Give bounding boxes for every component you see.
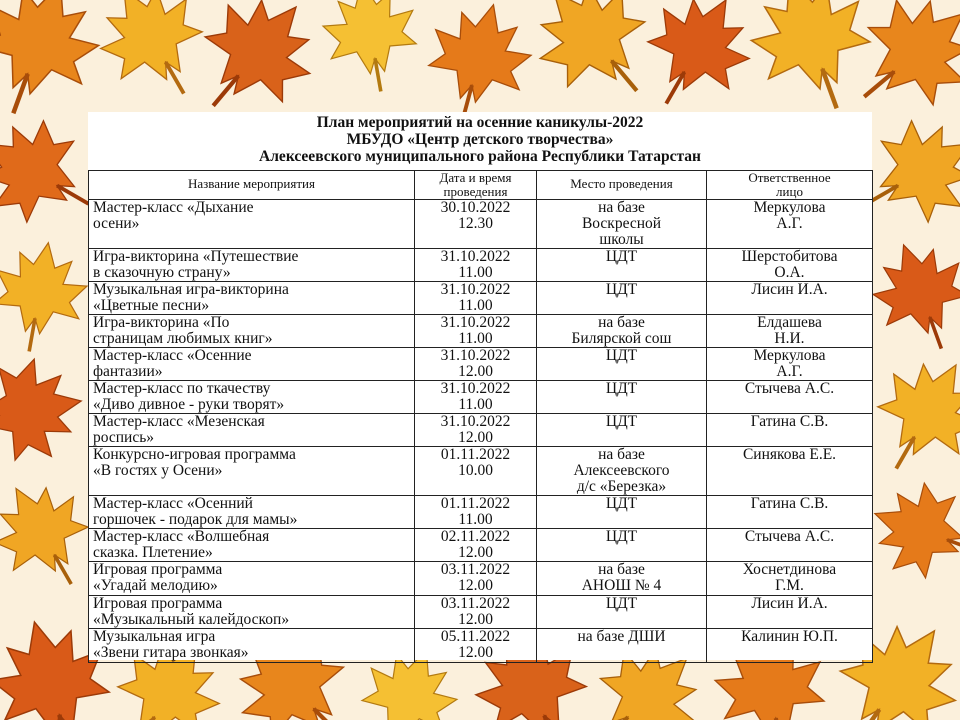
event-name-line: Музыкальная игра-викторина — [93, 281, 289, 298]
event-name-line: Конкурсно-игровая программа — [93, 446, 296, 463]
event-place-cell — [537, 562, 707, 596]
event-responsible-line: А.Г. — [776, 215, 803, 232]
header-place: Место проведения — [537, 171, 707, 200]
event-date-cell — [415, 282, 537, 315]
event-place-cell — [537, 414, 707, 447]
event-name-cell — [89, 496, 415, 529]
header-date: Дата и время проведения — [415, 171, 537, 200]
event-name-cell — [89, 315, 415, 348]
event-place-cell — [537, 447, 707, 496]
event-responsible-cell — [707, 496, 873, 529]
event-responsible-line: Гатина С.В. — [750, 413, 829, 430]
event-place-line: д/с «Березка» — [576, 478, 667, 495]
table-row — [89, 200, 873, 249]
event-date-line: 31.10.2022 — [440, 248, 511, 265]
event-responsible-cell — [707, 348, 873, 381]
event-place-line: ЦДТ — [605, 595, 638, 612]
header-responsible: Ответственное лицо — [707, 171, 873, 200]
event-place-line: школы — [599, 231, 644, 248]
event-place-cell — [537, 496, 707, 529]
table-row — [89, 282, 873, 315]
event-responsible-line: Елдашева — [757, 314, 822, 331]
event-place-cell — [537, 529, 707, 562]
event-date-line: 02.11.2022 — [440, 528, 511, 545]
event-name-cell — [89, 629, 415, 663]
table-row — [89, 562, 873, 596]
event-responsible-line: Хоснетдинова — [742, 561, 837, 578]
table-row — [89, 596, 873, 629]
event-date-cell — [415, 596, 537, 629]
event-name-line: «Цветные песни» — [93, 297, 210, 314]
event-responsible-line: Г.М. — [775, 577, 804, 594]
event-responsible-line: Шерстобитова — [741, 248, 838, 265]
event-date-cell — [415, 348, 537, 381]
event-responsible-cell — [707, 414, 873, 447]
event-responsible-cell — [707, 562, 873, 596]
event-name-line: Мастер-класс «Дыхание — [93, 199, 254, 216]
event-name-cell — [89, 200, 415, 249]
header-name: Название мероприятия — [89, 171, 415, 200]
document-title — [88, 112, 872, 169]
event-responsible-line: Синякова Е.Е. — [742, 446, 837, 463]
event-place-line: АНОШ № 4 — [581, 577, 662, 594]
event-place-line: на базе — [598, 314, 645, 331]
event-place-line: на базе — [598, 561, 645, 578]
event-name-line: Игра-викторина «По — [93, 314, 230, 331]
event-name-cell — [89, 562, 415, 596]
event-date-line: 05.11.2022 — [440, 628, 511, 645]
table-row — [89, 447, 873, 496]
event-responsible-line: Гатина С.В. — [750, 495, 829, 512]
event-date-cell — [415, 629, 537, 663]
event-date-cell — [415, 414, 537, 447]
event-place-line: на базе ДШИ — [577, 628, 666, 645]
event-date-cell — [415, 447, 537, 496]
title-line-3: Алексеевского муниципального района Республики Татарстан — [259, 148, 701, 165]
event-name-line: «Звени гитара звонкая» — [93, 644, 249, 661]
event-responsible-cell — [707, 596, 873, 629]
event-date-line: 31.10.2022 — [440, 314, 511, 331]
event-name-cell — [89, 529, 415, 562]
table-row — [89, 496, 873, 529]
event-responsible-line: Н.И. — [774, 330, 805, 347]
event-responsible-line: Стычева А.С. — [744, 528, 835, 545]
events-plan-sheet — [88, 112, 872, 660]
event-date-line: 31.10.2022 — [440, 281, 511, 298]
event-date-line: 10.00 — [458, 462, 493, 479]
event-date-line: 31.10.2022 — [440, 413, 511, 430]
event-name-cell — [89, 249, 415, 282]
event-name-line: Музыкальная игра — [93, 628, 216, 645]
event-place-line: ЦДТ — [605, 495, 638, 512]
event-place-cell — [537, 315, 707, 348]
event-responsible-cell — [707, 629, 873, 663]
event-responsible-line: Калинин Ю.П. — [741, 628, 838, 645]
event-name-line: Мастер-класс «Волшебная — [93, 528, 270, 545]
event-date-cell — [415, 496, 537, 529]
event-responsible-cell — [707, 529, 873, 562]
event-date-line: 12.00 — [458, 363, 493, 380]
event-date-line: 12.00 — [458, 577, 493, 594]
event-responsible-cell — [707, 200, 873, 249]
table-row — [89, 414, 873, 447]
event-date-line: 12.00 — [458, 544, 493, 561]
event-name-line: «Диво дивное - руки творят» — [93, 396, 285, 413]
event-responsible-line: Стычева А.С. — [744, 380, 835, 397]
event-name-line: Игровая программа — [93, 561, 223, 578]
event-date-cell — [415, 529, 537, 562]
event-date-cell — [415, 200, 537, 249]
event-name-line: «Угадай мелодию» — [93, 577, 218, 594]
title-line-2: МБУДО «Центр детского творчества» — [346, 131, 614, 148]
event-place-line: на базе — [598, 199, 645, 216]
event-date-cell — [415, 562, 537, 596]
event-place-cell — [537, 381, 707, 414]
event-place-cell — [537, 200, 707, 249]
table-header-row — [89, 171, 873, 200]
table-row — [89, 381, 873, 414]
title-line-1: План мероприятий на осенние каникулы-2022 — [316, 114, 644, 131]
event-date-line: 03.11.2022 — [440, 561, 511, 578]
event-name-line: горшочек - подарок для мамы» — [93, 511, 298, 528]
event-date-line: 11.00 — [458, 396, 493, 413]
event-responsible-line: Меркулова — [753, 199, 826, 216]
event-place-line: ЦДТ — [605, 413, 638, 430]
event-name-cell — [89, 447, 415, 496]
event-responsible-cell — [707, 381, 873, 414]
event-name-line: Мастер-класс «Осенний — [93, 495, 253, 512]
event-place-line: на базе — [598, 446, 645, 463]
event-responsible-cell — [707, 282, 873, 315]
event-date-line: 31.10.2022 — [440, 347, 511, 364]
event-place-cell — [537, 629, 707, 663]
event-name-line: Мастер-класс по ткачеству — [93, 380, 271, 397]
event-responsible-line: Лисин И.А. — [751, 281, 828, 298]
event-name-cell — [89, 381, 415, 414]
event-name-line: осени» — [93, 215, 140, 232]
event-date-line: 11.00 — [458, 264, 493, 281]
event-responsible-cell — [707, 447, 873, 496]
event-date-line: 03.11.2022 — [440, 595, 511, 612]
event-name-line: в сказочную страну» — [93, 264, 231, 281]
event-name-line: роспись» — [93, 429, 155, 446]
event-date-line: 01.11.2022 — [440, 495, 511, 512]
event-place-line: ЦДТ — [605, 380, 638, 397]
event-responsible-line: Лисин И.А. — [751, 595, 828, 612]
event-place-cell — [537, 282, 707, 315]
event-name-line: Мастер-класс «Осенние — [93, 347, 252, 364]
event-date-line: 12.00 — [458, 611, 493, 628]
event-name-line: Игра-викторина «Путешествие — [93, 248, 299, 265]
event-place-line: ЦДТ — [605, 248, 638, 265]
events-table — [88, 170, 873, 663]
event-place-line: ЦДТ — [605, 528, 638, 545]
event-responsible-cell — [707, 249, 873, 282]
table-row — [89, 249, 873, 282]
event-name-line: «В гостях у Осени» — [93, 462, 223, 479]
event-date-line: 11.00 — [458, 511, 493, 528]
event-place-cell — [537, 596, 707, 629]
event-place-line: Воскресной — [581, 215, 662, 232]
table-row — [89, 315, 873, 348]
event-responsible-cell — [707, 315, 873, 348]
table-row — [89, 629, 873, 663]
event-place-line: Билярской сош — [571, 330, 672, 347]
event-responsible-line: А.Г. — [776, 363, 803, 380]
event-date-line: 01.11.2022 — [440, 446, 511, 463]
event-date-line: 12.00 — [458, 644, 493, 661]
event-date-line: 12.30 — [458, 215, 493, 232]
event-date-line: 11.00 — [458, 330, 493, 347]
event-date-cell — [415, 315, 537, 348]
event-responsible-line: Меркулова — [753, 347, 826, 364]
event-place-line: ЦДТ — [605, 281, 638, 298]
event-place-cell — [537, 348, 707, 381]
event-name-cell — [89, 348, 415, 381]
event-name-line: фантазии» — [93, 363, 163, 380]
event-name-line: «Музыкальный калейдоскоп» — [93, 611, 290, 628]
table-row — [89, 529, 873, 562]
table-row — [89, 348, 873, 381]
event-name-line: Мастер-класс «Мезенская — [93, 413, 265, 430]
event-name-cell — [89, 282, 415, 315]
event-name-cell — [89, 414, 415, 447]
event-date-line: 31.10.2022 — [440, 380, 511, 397]
event-date-line: 30.10.2022 — [440, 199, 511, 216]
event-name-line: Игровая программа — [93, 595, 223, 612]
event-place-line: Алексеевского — [573, 462, 670, 479]
event-name-line: сказка. Плетение» — [93, 544, 213, 561]
event-place-line: ЦДТ — [605, 347, 638, 364]
event-date-line: 11.00 — [458, 297, 493, 314]
event-place-cell — [537, 249, 707, 282]
event-name-cell — [89, 596, 415, 629]
event-responsible-line: О.А. — [774, 264, 805, 281]
event-name-line: страницам любимых книг» — [93, 330, 273, 347]
event-date-cell — [415, 249, 537, 282]
event-date-cell — [415, 381, 537, 414]
event-date-line: 12.00 — [458, 429, 493, 446]
